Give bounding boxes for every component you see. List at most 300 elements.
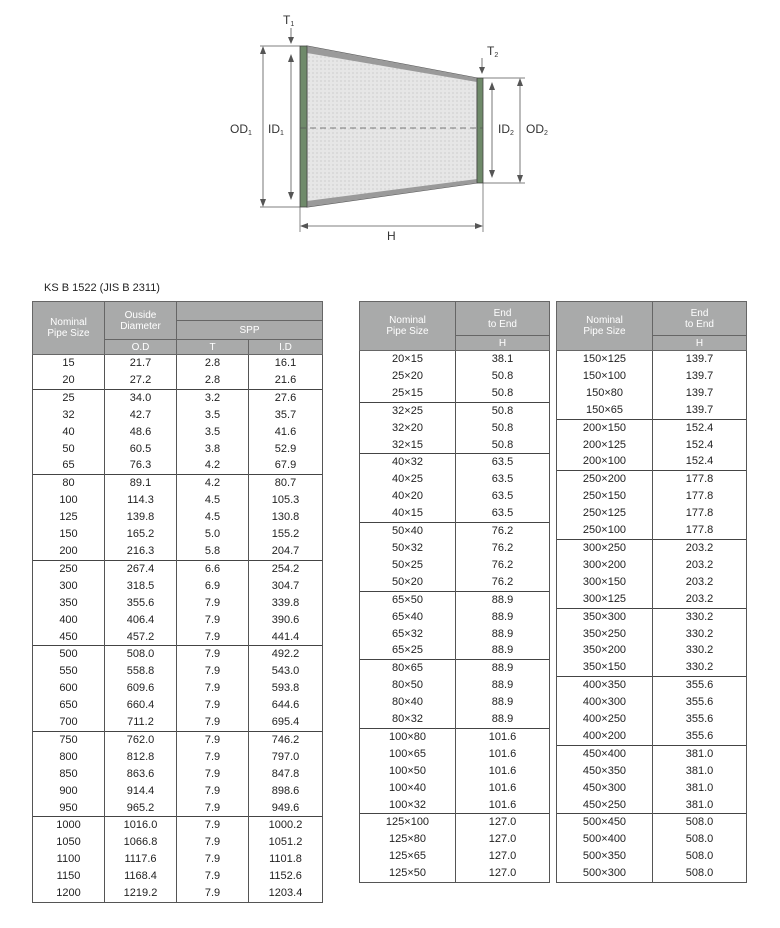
table-cell: 746.2 [249, 731, 323, 748]
table-cell: 508.0 [653, 848, 747, 865]
table-row [557, 368, 747, 385]
h-label: H [387, 229, 396, 243]
table-cell: 400×200 [557, 728, 653, 745]
table-cell: 1101.8 [249, 851, 323, 868]
table-cell: 65×50 [360, 591, 456, 608]
table-cell: 7.9 [177, 766, 249, 783]
table-cell: 450×400 [557, 745, 653, 762]
table-cell: 125×100 [360, 814, 456, 831]
table-cell: 4.2 [177, 457, 249, 474]
table-cell: 50.8 [456, 385, 550, 402]
table-cell: 139.8 [105, 509, 177, 526]
table-cell: 32 [33, 407, 105, 424]
table-cell: 127.0 [456, 865, 550, 882]
table-row [33, 663, 323, 680]
table-cell: 400×350 [557, 677, 653, 694]
table-row [33, 749, 323, 766]
table-cell: 139.7 [653, 351, 747, 368]
outside-diameter-header: Ouside Diameter [105, 302, 177, 340]
table-cell: 152.4 [653, 437, 747, 454]
table-cell: 7.9 [177, 697, 249, 714]
table-cell: 152.4 [653, 453, 747, 470]
table-cell: 390.6 [249, 612, 323, 629]
table-row [557, 745, 747, 762]
table-cell: 7.9 [177, 885, 249, 902]
table-cell: 330.2 [653, 642, 747, 659]
table-cell: 27.2 [105, 372, 177, 389]
table-cell: 100×80 [360, 728, 456, 745]
table-cell: 76.2 [456, 574, 550, 591]
table-cell: 150 [33, 526, 105, 543]
table-row [557, 728, 747, 745]
table-row [33, 407, 323, 424]
table-cell: 40×15 [360, 505, 456, 522]
table-cell: 4.2 [177, 475, 249, 492]
table-cell: 63.5 [456, 471, 550, 488]
table-row [33, 355, 323, 372]
table-row [33, 731, 323, 748]
table-row [360, 694, 550, 711]
table-cell: 80×32 [360, 711, 456, 728]
table-cell: 200 [33, 543, 105, 560]
table-row [557, 351, 747, 368]
table-cell: 355.6 [653, 728, 747, 745]
table-row [33, 697, 323, 714]
table-row [557, 557, 747, 574]
table-cell: 65×25 [360, 642, 456, 659]
table-cell: 50 [33, 441, 105, 458]
table-cell: 950 [33, 800, 105, 817]
table-row [360, 385, 550, 402]
table-cell: 304.7 [249, 578, 323, 595]
table-cell: 7.9 [177, 663, 249, 680]
table-cell: 101.6 [456, 763, 550, 780]
end-to-end-header: End to End [653, 302, 747, 336]
table-cell: 27.6 [249, 389, 323, 406]
table-cell: 644.6 [249, 697, 323, 714]
table-cell: 700 [33, 714, 105, 731]
table-cell: 350×250 [557, 626, 653, 643]
table-row [557, 385, 747, 402]
table-row [360, 797, 550, 814]
table-row [360, 505, 550, 522]
table-cell: 350 [33, 595, 105, 612]
table-cell: 558.8 [105, 663, 177, 680]
table-cell: 400×250 [557, 711, 653, 728]
table-cell: 847.8 [249, 766, 323, 783]
table-cell: 508.0 [653, 865, 747, 882]
table-cell: 609.6 [105, 680, 177, 697]
table-cell: 88.9 [456, 677, 550, 694]
table-cell: 7.9 [177, 800, 249, 817]
table-row [360, 420, 550, 437]
table-row [360, 437, 550, 454]
table-cell: 88.9 [456, 591, 550, 608]
table-cell: 15 [33, 355, 105, 372]
table-row [33, 868, 323, 885]
table-cell: 88.9 [456, 642, 550, 659]
table-cell: 125 [33, 509, 105, 526]
table-cell: 216.3 [105, 543, 177, 560]
table-row [557, 848, 747, 865]
table-cell: 89.1 [105, 475, 177, 492]
table-row [557, 626, 747, 643]
table-cell: 250×100 [557, 522, 653, 539]
table-cell: 492.2 [249, 646, 323, 663]
table-cell: 381.0 [653, 763, 747, 780]
table-cell: 35.7 [249, 407, 323, 424]
table-row [360, 711, 550, 728]
table-cell: 267.4 [105, 560, 177, 577]
table-cell: 7.9 [177, 646, 249, 663]
reducer-diagram [0, 0, 780, 270]
table-cell: 441.4 [249, 629, 323, 646]
table-cell: 355.6 [653, 694, 747, 711]
table-cell: 50×40 [360, 523, 456, 540]
table-cell: 203.2 [653, 557, 747, 574]
blank-header-cell [177, 302, 323, 321]
table-cell: 1016.0 [105, 817, 177, 834]
table-cell: 88.9 [456, 694, 550, 711]
table-cell: 4.5 [177, 509, 249, 526]
table-cell: 80×40 [360, 694, 456, 711]
table-cell: 1203.4 [249, 885, 323, 902]
table-row [360, 626, 550, 643]
table-cell: 1219.2 [105, 885, 177, 902]
table-row [360, 523, 550, 540]
table-cell: 60.5 [105, 441, 177, 458]
table-cell: 7.9 [177, 612, 249, 629]
table-cell: 500×350 [557, 848, 653, 865]
table-cell: 381.0 [653, 780, 747, 797]
table-cell: 3.5 [177, 424, 249, 441]
table-row [360, 402, 550, 419]
reducer-table-large-body [557, 351, 747, 883]
table-cell: 76.2 [456, 540, 550, 557]
table-row [557, 453, 747, 470]
table-cell: 750 [33, 731, 105, 748]
table-cell: 500×300 [557, 865, 653, 882]
table-cell: 21.6 [249, 372, 323, 389]
table-row [33, 885, 323, 902]
table-cell: 25×15 [360, 385, 456, 402]
table-cell: 254.2 [249, 560, 323, 577]
table-cell: 2.8 [177, 355, 249, 372]
standard-title: KS B 1522 (JIS B 2311) [44, 282, 160, 294]
table-cell: 177.8 [653, 522, 747, 539]
table-cell: 2.8 [177, 372, 249, 389]
table-cell: 7.9 [177, 680, 249, 697]
table-cell: 80.7 [249, 475, 323, 492]
table-cell: 457.2 [105, 629, 177, 646]
table-cell: 300×200 [557, 557, 653, 574]
table-row [33, 457, 323, 474]
table-cell: 80 [33, 475, 105, 492]
table-cell: 250×150 [557, 488, 653, 505]
table-row [33, 646, 323, 663]
table-row [557, 814, 747, 831]
table-cell: 200×100 [557, 453, 653, 470]
table-cell: 100×32 [360, 797, 456, 814]
table-cell: 762.0 [105, 731, 177, 748]
table-cell: 80×50 [360, 677, 456, 694]
h-header: H [653, 336, 747, 351]
table-row [557, 659, 747, 676]
table-row [360, 848, 550, 865]
table-cell: 101.6 [456, 746, 550, 763]
table-cell: 508.0 [653, 831, 747, 848]
table-cell: 127.0 [456, 831, 550, 848]
table-row [557, 642, 747, 659]
table-row [33, 389, 323, 406]
table-cell: 100×65 [360, 746, 456, 763]
table-cell: 38.1 [456, 351, 550, 368]
table-cell: 177.8 [653, 505, 747, 522]
table-cell: 3.5 [177, 407, 249, 424]
table-cell: 125×50 [360, 865, 456, 882]
table-cell: 1000.2 [249, 817, 323, 834]
table-row [33, 595, 323, 612]
table-cell: 6.9 [177, 578, 249, 595]
table-cell: 139.7 [653, 385, 747, 402]
table-cell: 797.0 [249, 749, 323, 766]
table-cell: 21.7 [105, 355, 177, 372]
table-cell: 88.9 [456, 660, 550, 677]
table-row [33, 766, 323, 783]
table-cell: 543.0 [249, 663, 323, 680]
table-row [360, 814, 550, 831]
table-row [360, 677, 550, 694]
table-row [33, 526, 323, 543]
table-cell: 1200 [33, 885, 105, 902]
table-cell: 381.0 [653, 745, 747, 762]
table-cell: 1117.6 [105, 851, 177, 868]
table-cell: 65 [33, 457, 105, 474]
table-cell: 40 [33, 424, 105, 441]
table-cell: 40×32 [360, 454, 456, 471]
table-cell: 7.9 [177, 783, 249, 800]
table-cell: 50.8 [456, 368, 550, 385]
table-row [557, 865, 747, 882]
table-cell: 914.4 [105, 783, 177, 800]
table-cell: 355.6 [653, 711, 747, 728]
table-cell: 500 [33, 646, 105, 663]
table-cell: 850 [33, 766, 105, 783]
table-cell: 34.0 [105, 389, 177, 406]
table-cell: 500×450 [557, 814, 653, 831]
table-cell: 330.2 [653, 608, 747, 625]
table-row [557, 780, 747, 797]
table-cell: 965.2 [105, 800, 177, 817]
table-cell: 203.2 [653, 591, 747, 608]
table-cell: 127.0 [456, 814, 550, 831]
table-row [33, 629, 323, 646]
table-cell: 50×25 [360, 557, 456, 574]
table-row [557, 711, 747, 728]
table-row [360, 780, 550, 797]
table-cell: 300 [33, 578, 105, 595]
nominal-pipe-size-header: Nominal Pipe Size [360, 302, 456, 351]
table-cell: 155.2 [249, 526, 323, 543]
table-row [33, 800, 323, 817]
table-row [557, 539, 747, 556]
table-cell: 7.9 [177, 817, 249, 834]
table-cell: 1100 [33, 851, 105, 868]
table-cell: 100×40 [360, 780, 456, 797]
table-row [360, 591, 550, 608]
table-row [557, 677, 747, 694]
table-cell: 100×50 [360, 763, 456, 780]
table-cell: 1152.6 [249, 868, 323, 885]
table-cell: 50×20 [360, 574, 456, 591]
table-row [360, 831, 550, 848]
table-row [360, 368, 550, 385]
table-cell: 76.2 [456, 557, 550, 574]
table-row [360, 574, 550, 591]
nominal-pipe-size-header: Nominal Pipe Size [557, 302, 653, 351]
table-row [360, 540, 550, 557]
table-cell: 1000 [33, 817, 105, 834]
table-cell: 1066.8 [105, 834, 177, 851]
table-cell: 65×32 [360, 626, 456, 643]
table-cell: 41.6 [249, 424, 323, 441]
table-cell: 450×250 [557, 797, 653, 814]
table-cell: 63.5 [456, 454, 550, 471]
table-row [360, 728, 550, 745]
table-cell: 88.9 [456, 609, 550, 626]
table-cell: 4.5 [177, 492, 249, 509]
table-row [33, 817, 323, 834]
table-cell: 32×15 [360, 437, 456, 454]
pipe-dimensions-table [32, 301, 323, 903]
table-row [360, 488, 550, 505]
table-cell: 3.2 [177, 389, 249, 406]
table-cell: 350×150 [557, 659, 653, 676]
table-cell: 139.7 [653, 368, 747, 385]
table-row [557, 419, 747, 436]
table-row [557, 437, 747, 454]
id2-label: ID2 [498, 122, 514, 137]
table-cell: 63.5 [456, 505, 550, 522]
table-cell: 152.4 [653, 419, 747, 436]
table-row [360, 865, 550, 882]
table-cell: 406.4 [105, 612, 177, 629]
od2-label: OD2 [526, 122, 548, 137]
table-cell: 20 [33, 372, 105, 389]
table-cell: 330.2 [653, 659, 747, 676]
table-cell: 100 [33, 492, 105, 509]
table-row [557, 505, 747, 522]
table-cell: 355.6 [105, 595, 177, 612]
table-cell: 5.0 [177, 526, 249, 543]
table-row [557, 763, 747, 780]
table-cell: 165.2 [105, 526, 177, 543]
table-cell: 48.6 [105, 424, 177, 441]
table-cell: 67.9 [249, 457, 323, 474]
table-cell: 32×25 [360, 402, 456, 419]
table-row [33, 560, 323, 577]
table-cell: 1050 [33, 834, 105, 851]
table-cell: 139.7 [653, 402, 747, 419]
table-cell: 25×20 [360, 368, 456, 385]
table-cell: 650 [33, 697, 105, 714]
table-cell: 1168.4 [105, 868, 177, 885]
table-cell: 150×80 [557, 385, 653, 402]
id-header: I.D [249, 340, 323, 355]
table-cell: 177.8 [653, 471, 747, 488]
table-cell: 300×250 [557, 539, 653, 556]
table-cell: 63.5 [456, 488, 550, 505]
table-cell: 898.6 [249, 783, 323, 800]
table-cell: 500×400 [557, 831, 653, 848]
table-cell: 550 [33, 663, 105, 680]
table-cell: 65×40 [360, 609, 456, 626]
table-cell: 50×32 [360, 540, 456, 557]
table-cell: 76.2 [456, 523, 550, 540]
table-row [360, 609, 550, 626]
table-cell: 76.3 [105, 457, 177, 474]
table-cell: 52.9 [249, 441, 323, 458]
table-cell: 203.2 [653, 574, 747, 591]
t2-label: T2 [487, 44, 499, 59]
table-cell: 812.8 [105, 749, 177, 766]
table-row [557, 471, 747, 488]
reducer-table-small [359, 301, 550, 883]
table-cell: 7.9 [177, 629, 249, 646]
table-cell: 949.6 [249, 800, 323, 817]
table-cell: 25 [33, 389, 105, 406]
table-cell: 450 [33, 629, 105, 646]
table-cell: 101.6 [456, 780, 550, 797]
table-cell: 101.6 [456, 797, 550, 814]
table-cell: 660.4 [105, 697, 177, 714]
table-cell: 50.8 [456, 402, 550, 419]
table-row [33, 543, 323, 560]
table-cell: 32×20 [360, 420, 456, 437]
table-cell: 40×25 [360, 471, 456, 488]
table-cell: 381.0 [653, 797, 747, 814]
table-cell: 250×125 [557, 505, 653, 522]
table-cell: 1150 [33, 868, 105, 885]
table-cell: 7.9 [177, 868, 249, 885]
t-header: T [177, 340, 249, 355]
table-row [360, 454, 550, 471]
table-cell: 7.9 [177, 851, 249, 868]
table-row [33, 578, 323, 595]
table-cell: 114.3 [105, 492, 177, 509]
table-cell: 7.9 [177, 749, 249, 766]
table-cell: 5.8 [177, 543, 249, 560]
od1-label: OD1 [230, 122, 252, 137]
table-cell: 600 [33, 680, 105, 697]
table-row [557, 574, 747, 591]
table-row [360, 746, 550, 763]
table-row [557, 488, 747, 505]
table-row [557, 522, 747, 539]
table-cell: 150×65 [557, 402, 653, 419]
table-cell: 42.7 [105, 407, 177, 424]
pipe-table-body [33, 355, 323, 903]
table-cell: 355.6 [653, 677, 747, 694]
table-row [360, 763, 550, 780]
table-row [360, 471, 550, 488]
table-cell: 508.0 [105, 646, 177, 663]
table-row [33, 612, 323, 629]
table-cell: 125×80 [360, 831, 456, 848]
table-row [33, 424, 323, 441]
table-row [33, 509, 323, 526]
table-row [557, 608, 747, 625]
